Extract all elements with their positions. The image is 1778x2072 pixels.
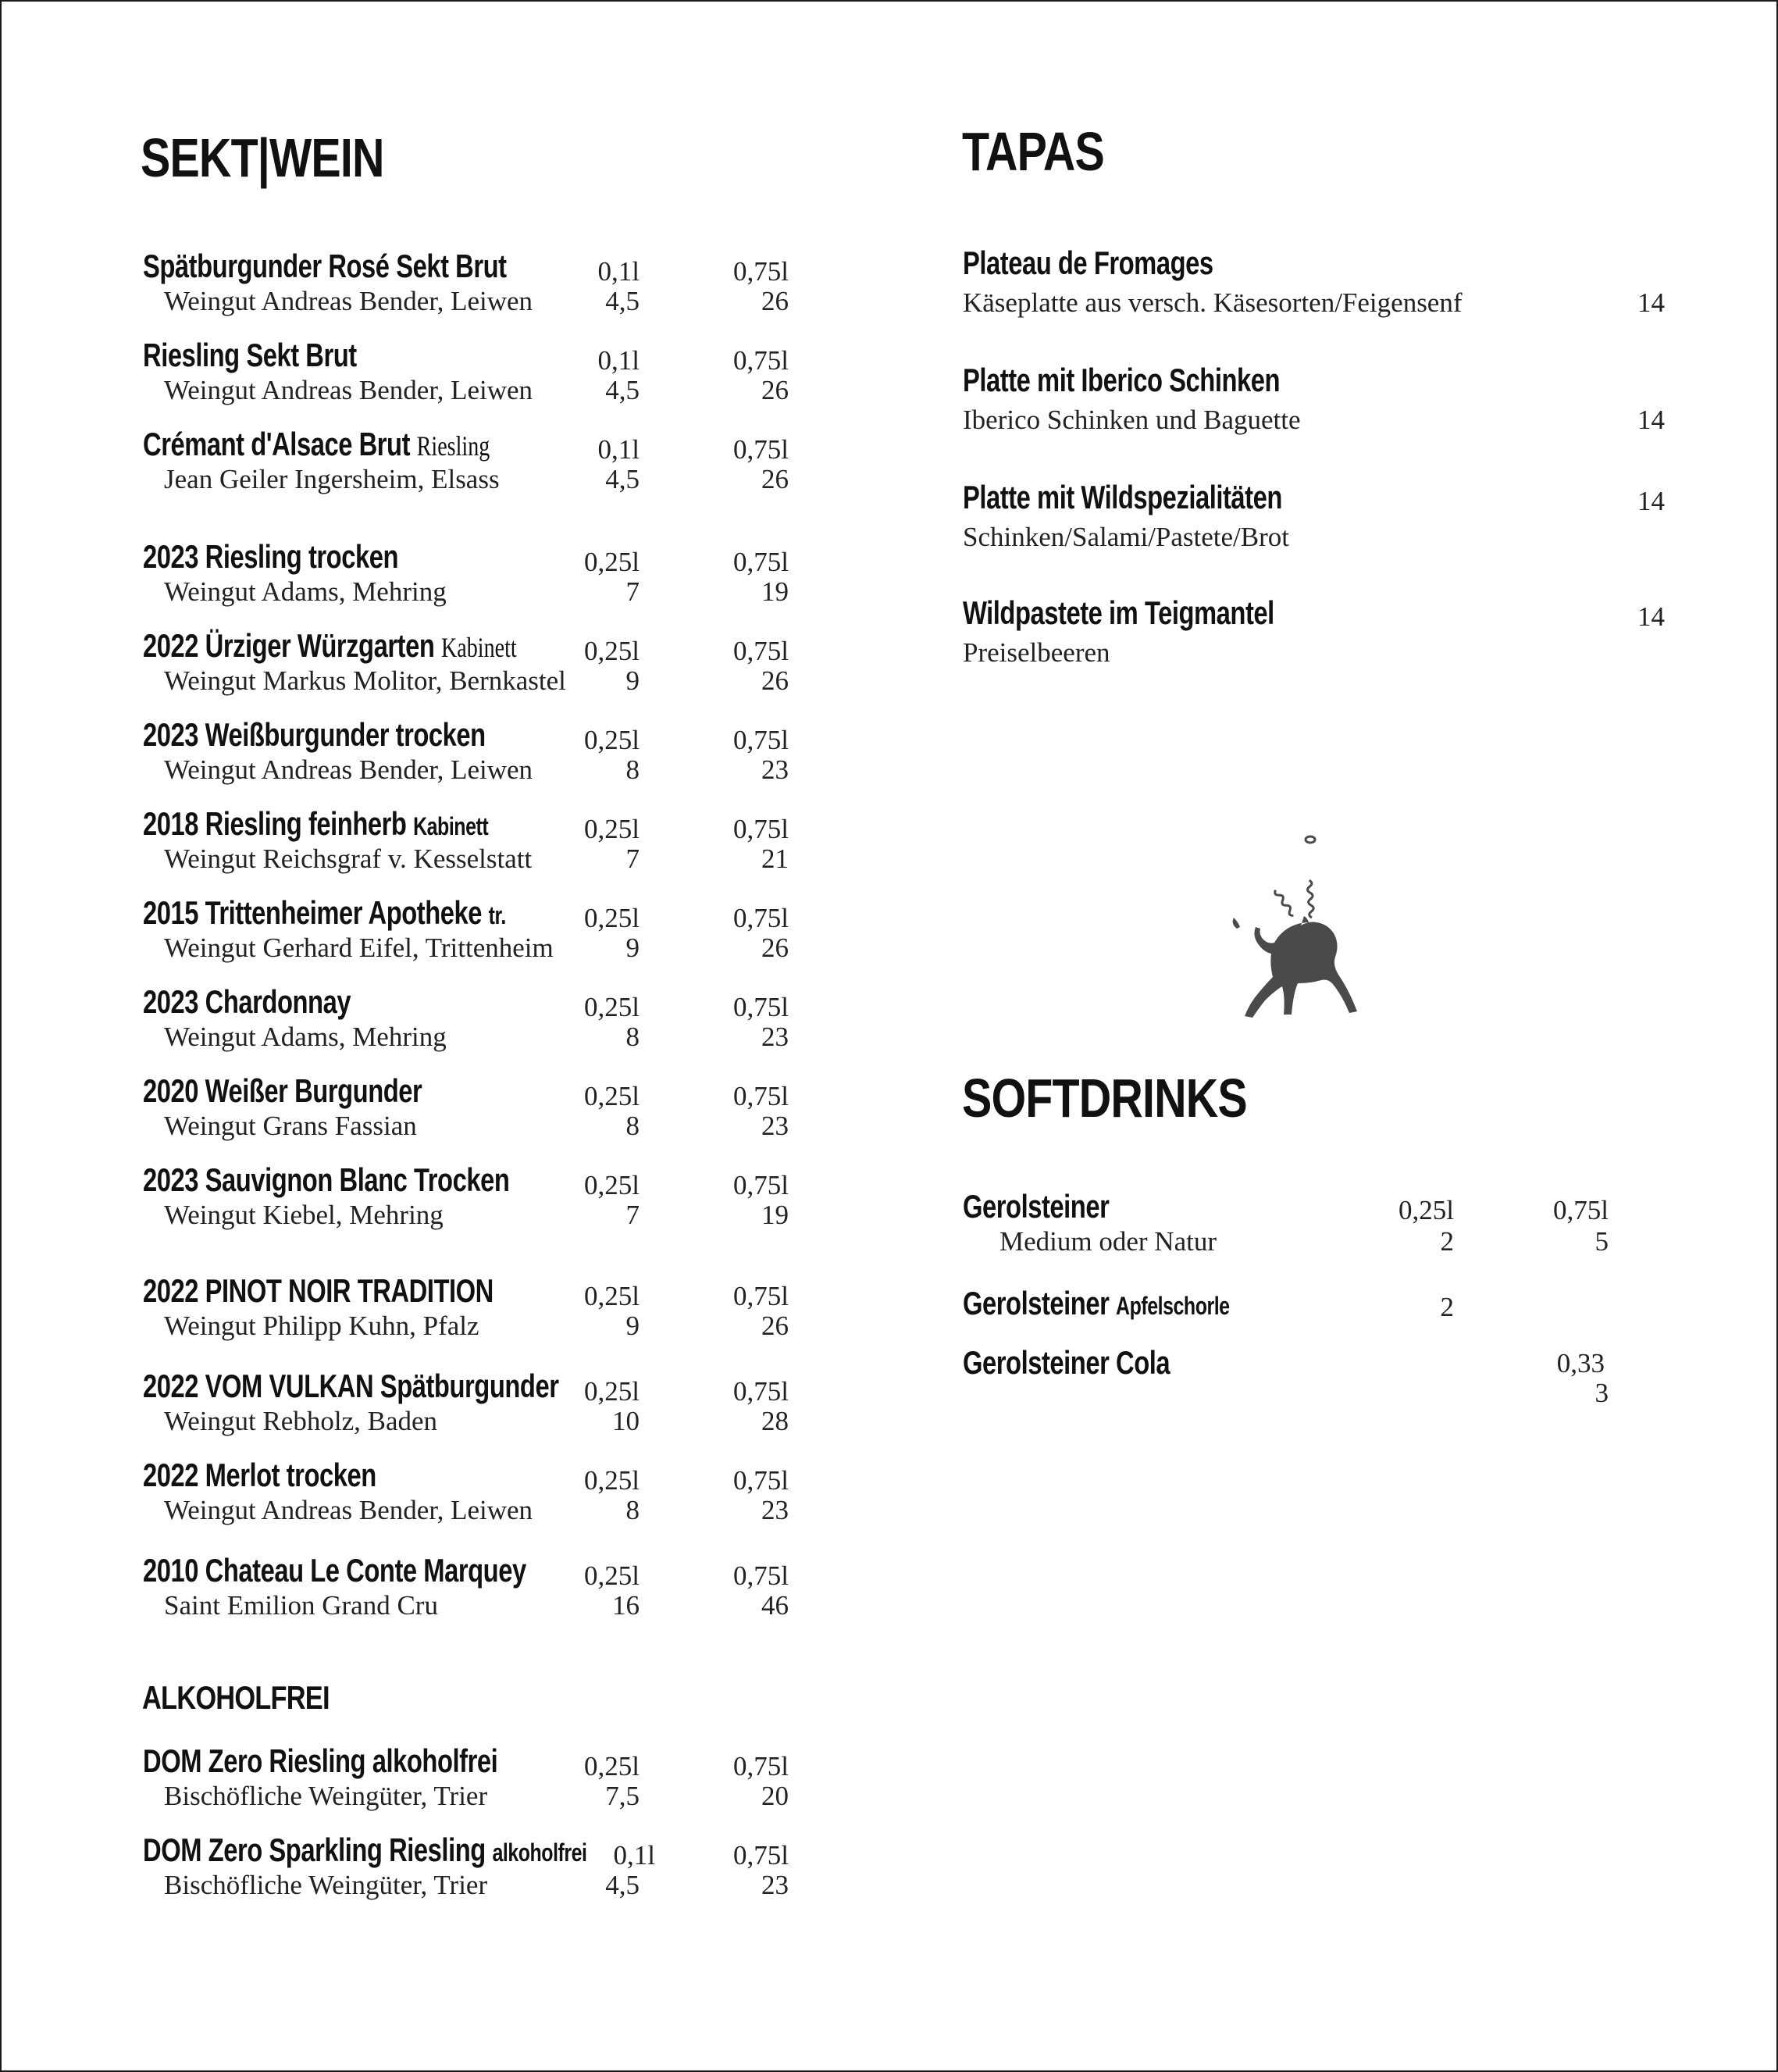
wine-item-size2: 0,75l <box>733 1081 789 1111</box>
tapas-item-desc: Preiselbeeren <box>963 637 1110 668</box>
wine-item-name: 2023 Weißburgunder trocken <box>143 716 486 753</box>
wine-item-size2: 0,75l <box>733 345 789 376</box>
softdrink-item-name: Gerolsteiner Apfelschorle <box>963 1285 1230 1321</box>
softdrinks-heading: SOFTDRINKS <box>962 1068 1247 1129</box>
wine-item-price2: 26 <box>761 375 789 405</box>
wine-item-price1: 8 <box>625 1495 640 1525</box>
wine-item-size2: 0,75l <box>733 1560 789 1591</box>
softdrink-item-name: Gerolsteiner Cola <box>963 1344 1170 1381</box>
tapas-heading: TAPAS <box>962 121 1104 182</box>
wine-item-price1: 10 <box>612 1406 640 1436</box>
tapas-item-name: Platte mit Iberico Schinken <box>963 362 1281 398</box>
wine-item-size1: 0,25l <box>584 636 640 666</box>
wine-item-producer: Weingut Adams, Mehring <box>164 1022 447 1052</box>
softdrink-item-price2: 3 <box>1594 1378 1609 1408</box>
wine-item-size1: 0,25l <box>584 1081 640 1111</box>
wine-item-size2: 0,75l <box>733 725 789 755</box>
tapas-item-price: 14 <box>1637 287 1665 318</box>
tapas-item-name: Wildpastete im Teigmantel <box>963 594 1274 631</box>
wine-item-size2: 0,75l <box>733 1465 789 1496</box>
wine-item-producer: Weingut Gerhard Eifel, Trittenheim <box>164 933 554 963</box>
wine-item-name: Spätburgunder Rosé Sekt Brut <box>143 248 507 284</box>
wine-item-size2: 0,75l <box>733 992 789 1022</box>
wine-item-price2: 19 <box>761 576 789 607</box>
wine-item-producer: Weingut Rebholz, Baden <box>164 1406 438 1436</box>
wine-item-size2: 0,75l <box>733 1170 789 1200</box>
wine-item-size2: 0,75l <box>733 903 789 933</box>
wine-item-price2: 23 <box>761 1495 789 1525</box>
alkoholfrei-item-size2: 0,75l <box>733 1840 789 1871</box>
wine-item-size1: 0,25l <box>584 992 640 1022</box>
alkoholfrei-item-size2: 0,75l <box>733 1751 789 1781</box>
wine-item-price1: 8 <box>625 754 640 785</box>
wine-item-price1: 4,5 <box>605 464 640 494</box>
wine-item-name: 2022 VOM VULKAN Spätburgunder <box>143 1368 559 1404</box>
alkoholfrei-item-size1: 0,1l <box>613 1840 655 1871</box>
wine-item-size2: 0,75l <box>733 814 789 844</box>
wine-item-price1: 9 <box>625 1311 640 1341</box>
wine-item-price2: 26 <box>761 665 789 696</box>
wine-item-name: 2023 Sauvignon Blanc Trocken <box>143 1161 510 1198</box>
softdrink-item-price1: 2 <box>1440 1226 1454 1257</box>
tapas-item-name: Plateau de Fromages <box>963 244 1213 281</box>
wine-item-name: 2023 Riesling trocken <box>143 538 399 575</box>
wine-item-price1: 4,5 <box>605 286 640 316</box>
wine-item-size1: 0,25l <box>584 725 640 755</box>
wine-item-name: Riesling Sekt Brut <box>143 337 357 373</box>
wine-item-producer: Jean Geiler Ingersheim, Elsass <box>164 464 500 494</box>
wine-item-size1: 0,25l <box>584 1281 640 1311</box>
wine-item-size2: 0,75l <box>733 1376 789 1407</box>
alkoholfrei-item-price1: 4,5 <box>605 1870 640 1900</box>
wine-item-size1: 0,25l <box>584 903 640 933</box>
wine-item-size2: 0,75l <box>733 636 789 666</box>
wine-item-size2: 0,75l <box>733 256 789 287</box>
wine-item-price2: 23 <box>761 754 789 785</box>
softdrink-item-size1: 0,25l <box>1399 1195 1454 1225</box>
wine-item-price2: 21 <box>761 843 789 874</box>
wine-item-producer: Weingut Andreas Bender, Leiwen <box>164 375 533 405</box>
wine-item-name: 2020 Weißer Burgunder <box>143 1072 422 1109</box>
alkoholfrei-item-producer: Bischöfliche Weingüter, Trier <box>164 1870 488 1900</box>
wine-item-name: 2010 Chateau Le Conte Marquey <box>143 1552 526 1589</box>
wine-item-name: 2023 Chardonnay <box>143 983 351 1020</box>
tapas-item-desc: Iberico Schinken und Baguette <box>963 405 1301 435</box>
alkoholfrei-item-price1: 7,5 <box>605 1781 640 1811</box>
wine-item-price1: 7 <box>625 576 640 607</box>
wine-item-name: 2015 Trittenheimer Apotheke tr. <box>143 894 506 931</box>
alkoholfrei-heading: ALKOHOLFREI <box>142 1679 330 1716</box>
wine-item-price1: 9 <box>625 933 640 963</box>
tapas-item-desc: Käseplatte aus versch. Käsesorten/Feigensenf <box>963 287 1463 318</box>
wine-item-name: 2022 Merlot trocken <box>143 1457 376 1493</box>
wine-item-price2: 26 <box>761 286 789 316</box>
wine-item-size1: 0,1l <box>597 256 640 287</box>
tapas-item-desc: Schinken/Salami/Pastete/Brot <box>963 522 1290 552</box>
wine-item-price2: 46 <box>761 1590 789 1621</box>
wine-item-name: 2022 Ürziger Würzgarten Kabinett <box>143 627 517 664</box>
alkoholfrei-item-name: DOM Zero Riesling alkoholfrei <box>143 1742 498 1779</box>
softdrink-item-price2: 5 <box>1594 1226 1609 1257</box>
wine-item-size2: 0,75l <box>733 547 789 577</box>
wine-item-price2: 26 <box>761 933 789 963</box>
wine-item-size1: 0,25l <box>584 814 640 844</box>
tapas-item-price: 14 <box>1637 486 1665 516</box>
wine-item-price2: 26 <box>761 464 789 494</box>
wine-item-price1: 7 <box>625 1200 640 1230</box>
wine-item-price2: 23 <box>761 1022 789 1052</box>
alkoholfrei-item-name: DOM Zero Sparkling Riesling alkoholfrei <box>143 1831 587 1868</box>
tapas-item-name: Platte mit Wildspezialitäten <box>963 479 1282 515</box>
wine-item-producer: Weingut Adams, Mehring <box>164 576 447 607</box>
wine-item-producer: Saint Emilion Grand Cru <box>164 1590 438 1621</box>
wine-item-price1: 9 <box>625 665 640 696</box>
wine-item-producer: Weingut Grans Fassian <box>164 1111 417 1141</box>
wine-item-size1: 0,25l <box>584 1376 640 1407</box>
wine-item-size1: 0,25l <box>584 1465 640 1496</box>
wine-item-price1: 8 <box>625 1111 640 1141</box>
wine-item-name: 2022 PINOT NOIR TRADITION <box>143 1272 493 1309</box>
tapas-item-price: 14 <box>1637 405 1665 435</box>
wine-item-price2: 28 <box>761 1406 789 1436</box>
wine-item-price1: 4,5 <box>605 375 640 405</box>
wine-item-size1: 0,1l <box>597 434 640 465</box>
bull-icon <box>1220 833 1376 1044</box>
tapas-item-price: 14 <box>1637 601 1665 632</box>
wine-item-name: 2018 Riesling feinherb Kabinett <box>143 805 489 842</box>
wine-item-price2: 26 <box>761 1311 789 1341</box>
alkoholfrei-item-producer: Bischöfliche Weingüter, Trier <box>164 1781 488 1811</box>
wine-heading: SEKT|WEIN <box>141 127 384 188</box>
alkoholfrei-item-size1: 0,25l <box>584 1751 640 1781</box>
wine-item-size1: 0,25l <box>584 1170 640 1200</box>
wine-item-size1: 0,1l <box>597 345 640 376</box>
wine-item-size1: 0,25l <box>584 547 640 577</box>
alkoholfrei-item-price2: 20 <box>761 1781 789 1811</box>
wine-item-price1: 8 <box>625 1022 640 1052</box>
wine-item-producer: Weingut Philipp Kuhn, Pfalz <box>164 1311 479 1341</box>
wine-item-producer: Weingut Andreas Bender, Leiwen <box>164 1495 533 1525</box>
wine-item-size1: 0,25l <box>584 1560 640 1591</box>
wine-item-price1: 16 <box>612 1590 640 1621</box>
softdrink-item-size2: 0,75l <box>1553 1195 1609 1225</box>
wine-item-producer: Weingut Reichsgraf v. Kesselstatt <box>164 843 533 874</box>
softdrink-item-desc: Medium oder Natur <box>999 1226 1217 1257</box>
wine-item-size2: 0,75l <box>733 1281 789 1311</box>
wine-item-producer: Weingut Markus Molitor, Bernkastel <box>164 665 566 696</box>
softdrink-item-price1: 2 <box>1440 1292 1454 1322</box>
alkoholfrei-item-price2: 23 <box>761 1870 789 1900</box>
wine-item-producer: Weingut Andreas Bender, Leiwen <box>164 286 533 316</box>
wine-item-size2: 0,75l <box>733 434 789 465</box>
wine-item-price2: 23 <box>761 1111 789 1141</box>
wine-item-name: Crémant d'Alsace Brut Riesling <box>143 426 490 462</box>
wine-item-price2: 19 <box>761 1200 789 1230</box>
softdrink-item-name: Gerolsteiner <box>963 1188 1110 1225</box>
wine-item-price1: 7 <box>625 843 640 874</box>
wine-item-producer: Weingut Kiebel, Mehring <box>164 1200 444 1230</box>
softdrink-item-size2: 0,33 <box>1556 1348 1605 1378</box>
wine-item-producer: Weingut Andreas Bender, Leiwen <box>164 754 533 785</box>
